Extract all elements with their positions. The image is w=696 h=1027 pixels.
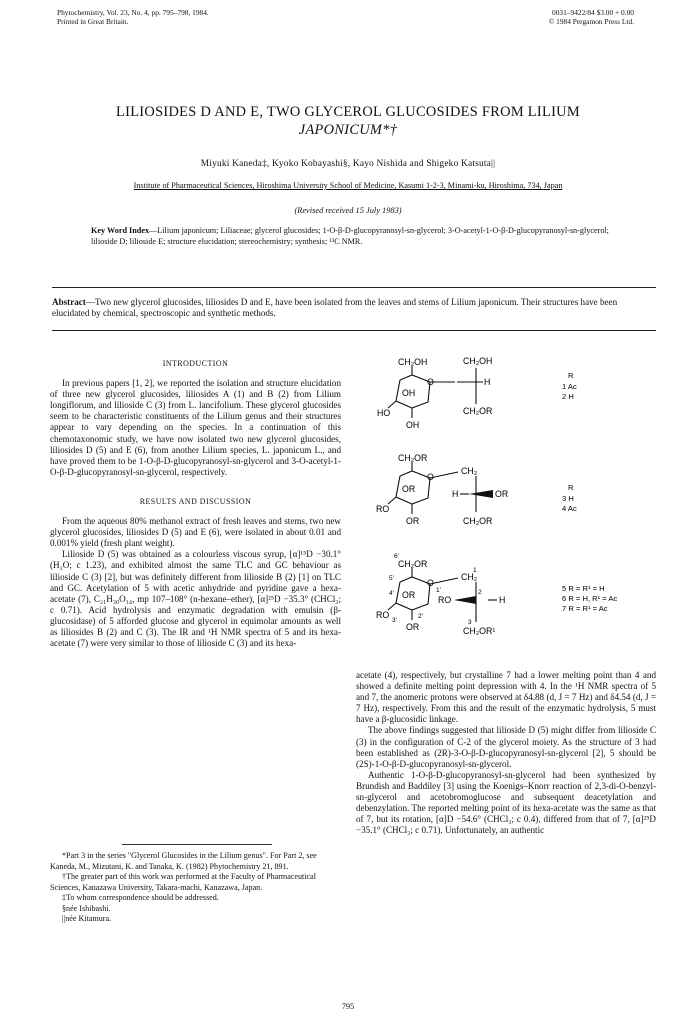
s3-row-6: 6 R = H, R¹ = Ac [562,594,618,603]
s2-ro: RO [376,504,390,514]
footnote-rule [122,844,272,845]
printed-in: Printed in Great Britain. [57,17,129,26]
footnote-1: *Part 3 in the series "Glycerol Glucosides in the Lilium genus". For Part 2, see Kaneda, M., Mizutani, K. and Tanaka, K. (1982) Phytochemistry 21, 891. [50,851,317,871]
s1-oh-bottom: OH [406,420,420,430]
s2-or-right: OR [495,489,509,499]
s3-row-5: 5 R = R¹ = H [562,584,605,593]
s1-row-2: 2 H [562,392,574,401]
s3-oxygen: O [427,578,434,588]
s3-c4: 4' [389,590,394,597]
s3-or-bottom: OR [406,622,420,632]
s3-c2-glycerol: 2 [478,589,482,596]
page-number: 795 [341,1002,355,1011]
s2-r-heading: R [568,483,574,492]
right-column [356,670,656,836]
s3-or-ring: OR [402,590,416,600]
footnote-4: §née Ishibashi. [62,903,111,913]
s1-ch2oh-b: CH₂OH [463,356,493,366]
results-para-2: Lilioside D (5) was obtained as a colourless viscous syrup, [α]¹⁵D −30.1° (H₂O; c 1.23), and exhibited almost the same TLC and GC behaviour as lilioside C (3) [2], but was definitely different from lilioside B (2) [1] on TLC and GC. Acetylation of 5 with acetic anhydride and pyridine gave a hexa-acetate (7), C₂₁H₃₀O₁₄, mp 107–108° (n-hexane–ether), [α]²⁵D −35.3° (CHCl₃; c 0.71). Acid hydrolysis and enzymatic degradation with emulsin (β-glucosidase) of 5 afforded glucose and glycerol in equimolar amounts as well as liliosides B (2) and C (3). The IR and ¹H NMR spectra of 5 and its hexa-acetate (7) were very similar to those of lilioside C (3) and its hexa- [50,549,341,649]
abstract [52,297,656,320]
s1-oxygen: O [427,377,434,387]
s3-wedge-bond [454,596,476,604]
revised-date: (Revised received 15 July 1983) [294,206,402,215]
s2-or-bottom: OR [406,516,420,526]
structure-5-6-7 [356,548,656,660]
s3-ch2or: CH₂OR [398,559,428,569]
footnote-3: ‡To whom correspondence should be addressed. [62,893,219,902]
s3-c3-glycerol: 3 [468,619,472,626]
s2-wedge-bond [469,490,493,498]
s1-r-heading: R [568,371,574,380]
s1-hydrogen: H [484,377,491,387]
title-line-1: LILIOSIDES D AND E, TWO GLYCEROL GLUCOSIDES FROM LILIUM [116,104,580,120]
s1-ch2oh-a: CH₂OH [398,357,428,367]
introduction-text: In previous papers [1, 2], we reported the isolation and structure elucidation of three new glycerol glucosides, liliosides A (1) and B (2) from Lilium longiflorum, and lilioside C (3) from L. lancifolium. These glycerol glucosides seem to be characteristic constituents of the Lilium genus and their structures appear to vary depending on the species. In a continuation of this chemotaxonomic study, we have now isolated two new glycerol glucosides, liliosides D (5) and E (6), from another Lilium species, L. japonicum L., and have proved them to be 1-O-β-D-glucopyranosyl-sn-glycerol and 3-O-acetyl-1-O-β-D-glucopyranosyl-sn-glycerol, respectively. [50,378,341,477]
introduction-heading: INTRODUCTION [162,359,229,368]
copyright: © 1984 Pergamon Press Ltd. [548,17,634,26]
institution: Institute of Pharmaceutical Sciences, Hiroshima University School of Medicine, Kasumi 1-2-3, Minami-ku, Hiroshima, 734, Japan [133,181,563,190]
right-para-1: acetate (4), respectively, but crystalline 7 had a lower melting point than 4 and showed a definite melting point depression with 4. In the ¹H NMR spectra of 5 and 7, the anomeric protons were observed at δ4.88 (d, J = 7 Hz) and δ4.54 (d, J = 7 Hz), respectively. From this and the result of the enzymatic hydrolysis, 5 must have a β-glucosidic linkage. [356,670,656,725]
abstract-label: Abstract [52,297,86,307]
s2-row-4: 4 Ac [562,504,577,513]
header-left [57,8,209,26]
s2-oxygen: O [427,472,434,482]
s3-hydrogen: H [499,595,506,605]
s1-oh-ring: OH [402,388,416,398]
s2-ch2or-bottom: CH₂OR [463,516,493,526]
right-para-2: The above findings suggested that lilioside D (5) might differ from lilioside C (3) in the configuration of C-2 of the glycerol moiety. As the structure of 3 had been established as (2R)-3-O-β-D-glucopyranosyl-sn-glycerol [2], 5 should be (2S)-1-O-β-D-glucopyranosyl-sn-glycerol. [356,725,656,769]
structure-1-2 [356,352,656,444]
results-para-1: From the aqueous 80% methanol extract of fresh leaves and stems, two new glycerol glucosides, liliosides D (5) and E (6), were isolated in about 0.01 and 0.001% yield (fresh plant weight). [50,516,341,549]
left-column [50,358,341,649]
right-para-3: Authentic 1-O-β-D-glucopyranosyl-sn-glycerol had been synthesized by Brundish and Baddiley [3] using the Koenigs–Knorr reaction of 2,3-di-O-benzyl-sn-glycerol and acetobromoglucose and subsequent deacetylation and debenzylation. The reported melting point of its hexa-acetate was the same as that of 7, but its rotation, [α]D −54.6° (CHCl₃; c 0.4), differed from that of 7, [α]²⁵D −35.1° (CHCl₃; c 0.71). Unfortunately, an authentic [356,769,656,836]
header-right [549,8,634,26]
s2-hydrogen: H [452,489,459,499]
s3-ro-middle: RO [438,595,452,605]
s3-row-7: 7 R = R¹ = Ac [562,604,608,613]
s2-ch2: CH₂ [461,466,478,476]
s1-ho: HO [377,408,391,418]
s2-or-ring: OR [402,484,416,494]
s3-c3: 3' [392,617,397,624]
footnotes [50,851,341,925]
title-line-2: JAPONICUM*† [298,122,398,138]
s3-c1-glycerol: 1 [473,567,477,574]
issn-code: 0031–9422/84 $3.00 + 0.00 [552,8,634,17]
s3-c2: 2' [418,613,423,620]
s2-row-3: 3 H [562,494,574,503]
s3-ch2: CH₂ [461,572,478,582]
s3-c6: 6' [394,553,399,560]
footnote-5: ||née Kitamura. [62,914,112,923]
s3-c1p: 1' [436,587,441,594]
results-heading: RESULTS AND DISCUSSION [139,496,252,506]
journal-citation: Phytochemistry, Vol. 23, No. 4, pp. 795–798, 1984. [57,8,209,17]
keyword-text: —Lilium japonicum; Liliaceae; glycerol glucosides; 1-O-β-D-glucopyranosyl-sn-glycerol; 3-O-acetyl-1-O-β-D-glucopyranosyl-sn-glycerol; lilioside D; lilioside E; structure elucidation; stereochemistry; synthesis; ¹³C NMR. [91,226,609,246]
keyword-index [91,225,621,267]
authors: Miyuki Kaneda‡, Kyoko Kobayashi§, Kayo Nishida and Shigeko Katsuta|| [200,159,496,169]
s3-ch2or1: CH₂OR¹ [463,626,496,636]
s3-c5: 5' [389,575,394,582]
structure-3-4 [356,448,656,540]
s2-ch2or: CH₂OR [398,453,428,463]
s1-ch2or: CH₂OR [463,406,493,416]
divider-bottom [52,330,656,331]
s3-ro: RO [376,610,390,620]
keyword-label: Key Word Index [91,226,150,235]
abstract-text: —Two new glycerol glucosides, liliosides D and E, have been isolated from the leaves and stems of Lilium japonicum. Their structures have been elucidated by chemical, spectroscopic and synthetic methods. [52,297,618,319]
divider-top [52,287,656,288]
footnote-2: †The greater part of this work was performed at the Faculty of Pharmaceutical Sciences, Kanazawa University, Takara-machi, Kanazawa, Japan. [50,872,316,892]
s1-row-1: 1 Ac [562,382,577,391]
article-title [40,103,656,139]
